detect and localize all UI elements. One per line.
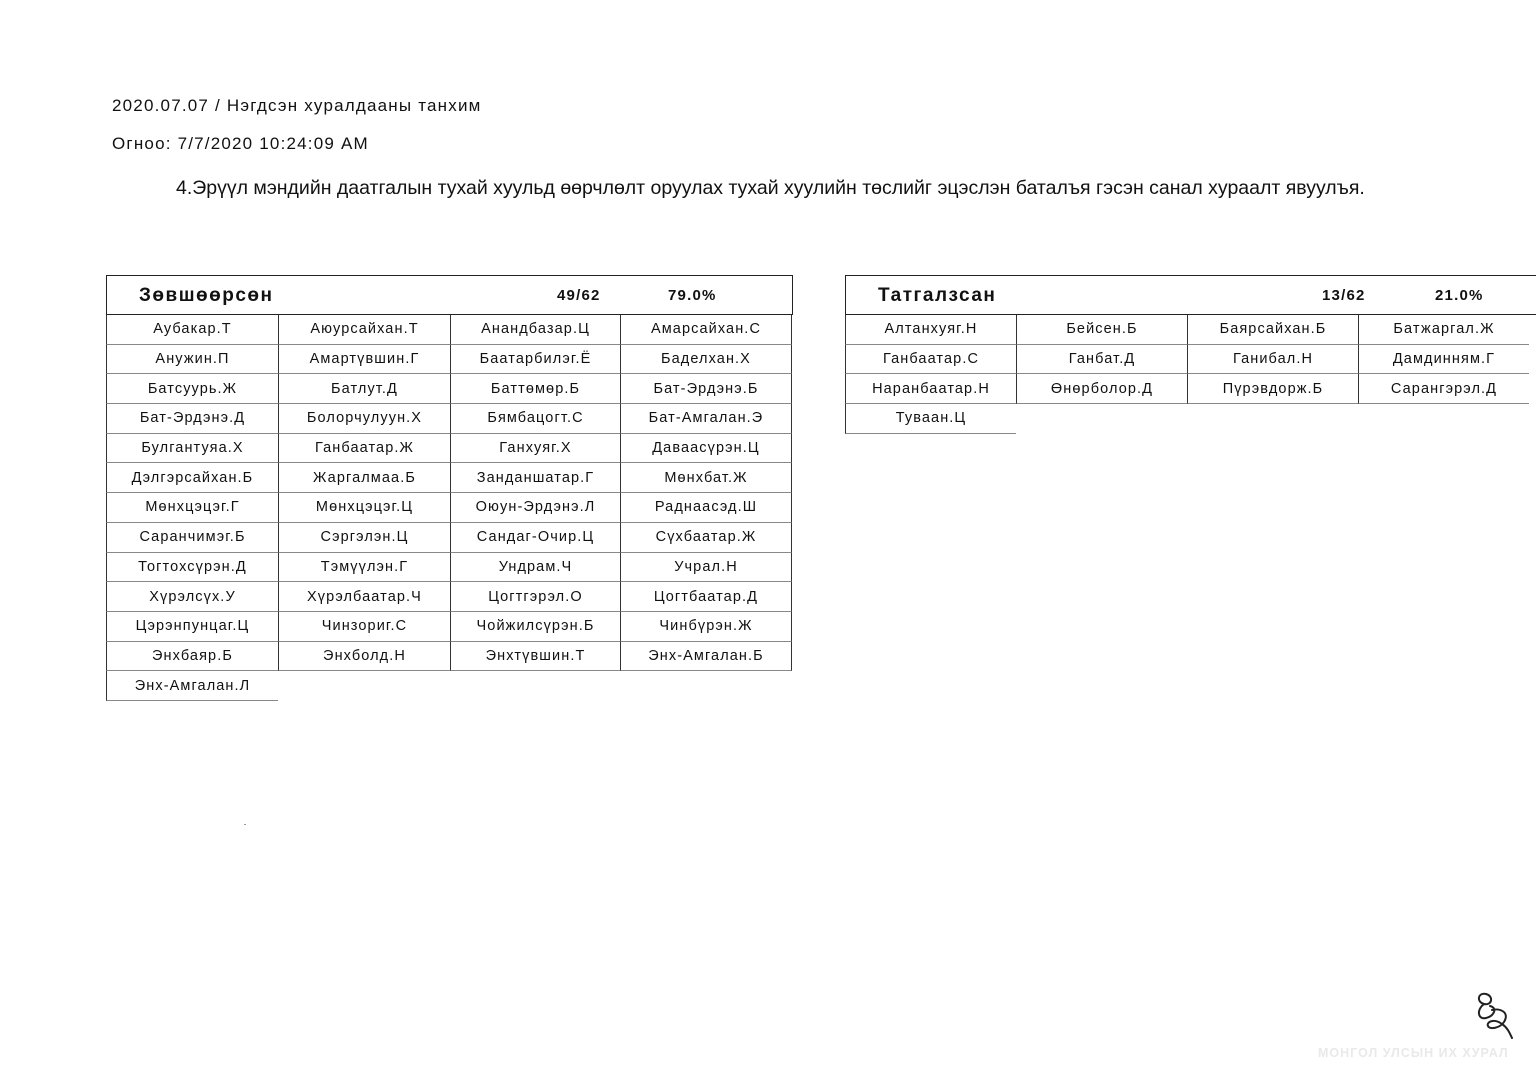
approved-name-cell: Оюун-Эрдэнэ.Л xyxy=(450,493,620,523)
approved-panel xyxy=(106,275,793,701)
approved-name-cell: Анандбазар.Ц xyxy=(450,315,620,345)
approved-name-cell: Энх-Амгалан.Б xyxy=(620,642,792,672)
approved-title: Зөвшөөрсөн xyxy=(139,285,274,306)
approved-name-cell: Батсуурь.Ж xyxy=(106,374,278,404)
approved-name-cell: Хүрэлсүх.У xyxy=(106,582,278,612)
approved-name-cell: Бат-Эрдэнэ.Д xyxy=(106,404,278,434)
date-line: Огноо: 7/7/2020 10:24:09 AM xyxy=(112,134,369,153)
rejected-title: Татгалзсан xyxy=(878,285,997,306)
approved-name-cell: Ганбаатар.Ж xyxy=(278,434,450,464)
motion-text: 4.Эрүүл мэндийн даатгалын тухай хуульд өөрчлөлт оруулах тухай хуулийн төслийг эцэслэн баталъя гэсэн санал хураалт явуулъя. xyxy=(176,177,1365,199)
rejected-header xyxy=(845,275,1536,315)
rejected-count: 13/62 xyxy=(1322,287,1366,304)
scan-speck xyxy=(244,824,246,825)
approved-name-cell: Сандаг-Очир.Ц xyxy=(450,523,620,553)
rejected-name-cell: Туваан.Ц xyxy=(845,404,1016,434)
approved-name-cell: Баатарбилэг.Ё xyxy=(450,345,620,375)
session-line: 2020.07.07 / Нэгдсэн хуралдааны танхим xyxy=(112,96,482,115)
rejected-name-cell: Ганбаатар.С xyxy=(845,345,1016,375)
approved-name-cell: Хүрэлбаатар.Ч xyxy=(278,582,450,612)
approved-name-cell: Амарсайхан.С xyxy=(620,315,792,345)
rejected-percent: 21.0% xyxy=(1435,287,1484,304)
approved-name-cell: Сүхбаатар.Ж xyxy=(620,523,792,553)
approved-names-grid xyxy=(106,315,793,701)
approved-name-cell: Бат-Амгалан.Э xyxy=(620,404,792,434)
approved-name-cell: Амартүвшин.Г xyxy=(278,345,450,375)
rejected-name-cell: Наранбаатар.Н xyxy=(845,374,1016,404)
approved-name-cell: Жаргалмаа.Б xyxy=(278,463,450,493)
approved-name-cell: Тэмүүлэн.Г xyxy=(278,553,450,583)
watermark: МОНГОЛ УЛСЫН ИХ ХУРАЛ xyxy=(1318,1046,1509,1060)
approved-name-cell: Цэрэнпунцаг.Ц xyxy=(106,612,278,642)
rejected-name-cell: Пүрэвдорж.Б xyxy=(1187,374,1358,404)
approved-name-cell: Баттөмөр.Б xyxy=(450,374,620,404)
approved-name-cell: Даваасүрэн.Ц xyxy=(620,434,792,464)
approved-name-cell: Раднаасэд.Ш xyxy=(620,493,792,523)
rejected-name-cell: Ганбат.Д xyxy=(1016,345,1187,375)
approved-name-cell: Ундрам.Ч xyxy=(450,553,620,583)
approved-name-cell: Булгантуяа.Х xyxy=(106,434,278,464)
approved-name-cell: Саранчимэг.Б xyxy=(106,523,278,553)
approved-name-cell: Батлут.Д xyxy=(278,374,450,404)
rejected-panel xyxy=(845,275,1536,434)
approved-name-cell: Аюурсайхан.Т xyxy=(278,315,450,345)
approved-name-cell: Чойжилсүрэн.Б xyxy=(450,612,620,642)
rejected-name-cell: Ганибал.Н xyxy=(1187,345,1358,375)
rejected-name-cell: Баярсайхан.Б xyxy=(1187,315,1358,345)
approved-name-cell: Мөнхцэцэг.Ц xyxy=(278,493,450,523)
approved-header xyxy=(106,275,793,315)
approved-name-cell: Энхбаяр.Б xyxy=(106,642,278,672)
approved-name-cell: Цогтгэрэл.О xyxy=(450,582,620,612)
approved-name-cell: Бат-Эрдэнэ.Б xyxy=(620,374,792,404)
approved-name-cell: Баделхан.Х xyxy=(620,345,792,375)
rejected-name-cell: Өнөрболор.Д xyxy=(1016,374,1187,404)
approved-name-cell: Цогтбаатар.Д xyxy=(620,582,792,612)
rejected-name-cell: Алтанхуяг.Н xyxy=(845,315,1016,345)
approved-name-cell: Энх-Амгалан.Л xyxy=(106,671,278,701)
approved-name-cell: Ганхуяг.Х xyxy=(450,434,620,464)
approved-count: 49/62 xyxy=(557,287,601,304)
signature-icon xyxy=(1472,988,1518,1042)
approved-name-cell: Аубакар.Т xyxy=(106,315,278,345)
approved-name-cell: Анужин.П xyxy=(106,345,278,375)
approved-name-cell: Дэлгэрсайхан.Б xyxy=(106,463,278,493)
rejected-name-cell: Дамдинням.Г xyxy=(1358,345,1529,375)
approved-name-cell: Мөнхцэцэг.Г xyxy=(106,493,278,523)
rejected-names-grid xyxy=(845,315,1536,434)
approved-percent: 79.0% xyxy=(668,287,717,304)
rejected-name-cell: Бейсен.Б xyxy=(1016,315,1187,345)
approved-name-cell: Тогтохсүрэн.Д xyxy=(106,553,278,583)
approved-name-cell: Чинбүрэн.Ж xyxy=(620,612,792,642)
approved-name-cell: Энхтүвшин.Т xyxy=(450,642,620,672)
approved-name-cell: Болорчулуун.Х xyxy=(278,404,450,434)
approved-name-cell: Учрал.Н xyxy=(620,553,792,583)
approved-name-cell: Мөнхбат.Ж xyxy=(620,463,792,493)
approved-name-cell: Сэргэлэн.Ц xyxy=(278,523,450,553)
approved-name-cell: Энхболд.Н xyxy=(278,642,450,672)
approved-name-cell: Чинзориг.С xyxy=(278,612,450,642)
approved-name-cell: Бямбацогт.С xyxy=(450,404,620,434)
rejected-name-cell: Батжаргал.Ж xyxy=(1358,315,1529,345)
approved-name-cell: Занданшатар.Г xyxy=(450,463,620,493)
rejected-name-cell: Сарангэрэл.Д xyxy=(1358,374,1529,404)
